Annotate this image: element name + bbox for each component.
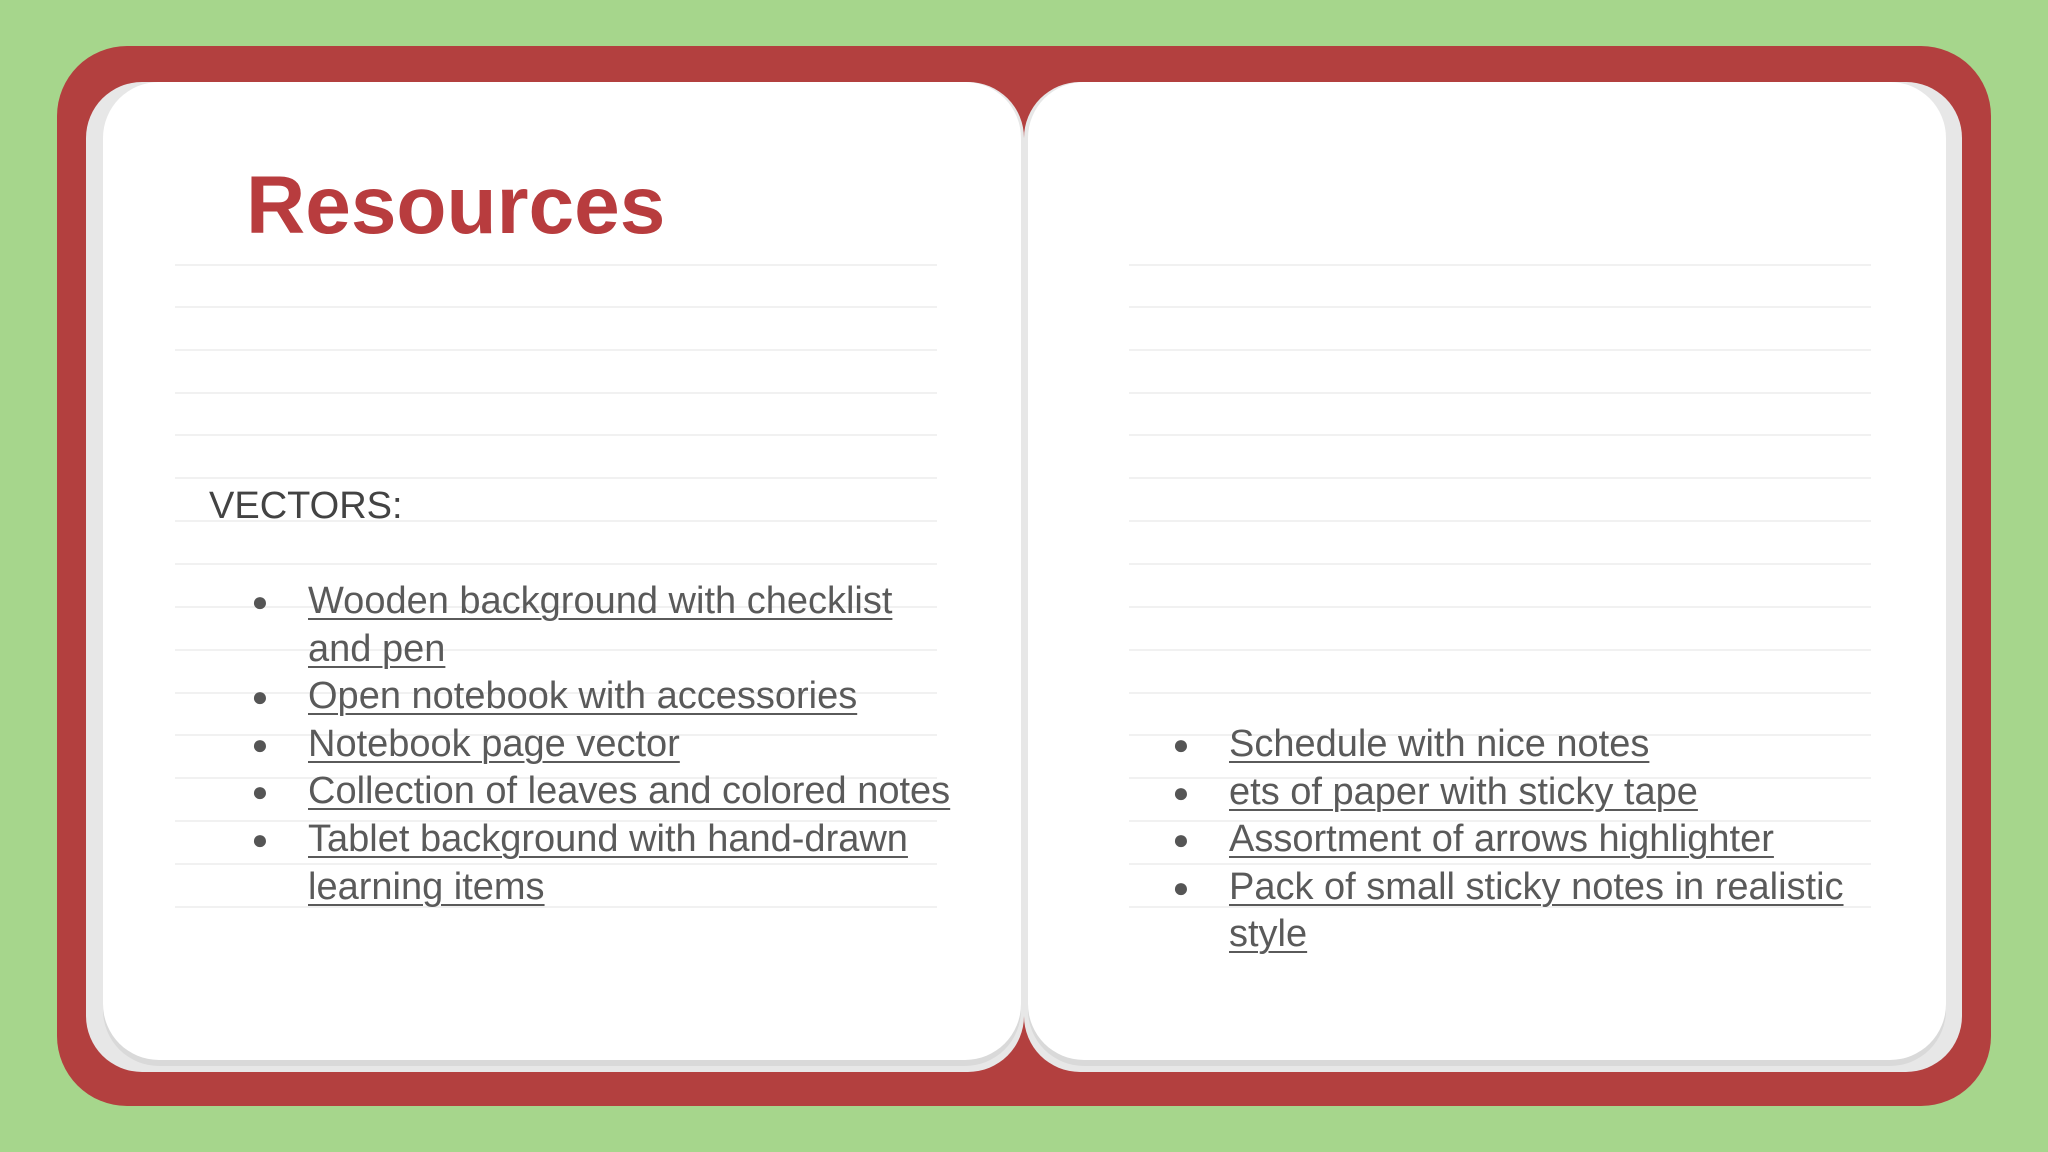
resource-link[interactable]: Assortment of arrows highlighter xyxy=(1229,818,1774,861)
left-link-list xyxy=(240,578,960,911)
ruled-line xyxy=(1129,520,1871,522)
resource-link[interactable]: ets of paper with sticky tape xyxy=(1229,770,1698,813)
bullet-icon: ● xyxy=(1172,729,1190,760)
bullet-icon: ● xyxy=(251,776,269,808)
resource-link[interactable]: Collection of leaves and colored notes xyxy=(308,770,951,813)
list-item xyxy=(1161,864,1891,959)
bullet-icon: ● xyxy=(1172,871,1190,903)
ruled-line xyxy=(1129,606,1871,608)
ruled-line xyxy=(1129,349,1871,351)
list-item xyxy=(240,673,960,721)
list-item xyxy=(240,768,960,816)
ruled-line xyxy=(175,434,937,436)
ruled-line xyxy=(175,477,937,479)
ruled-line xyxy=(175,563,937,565)
resource-link[interactable]: Tablet background with hand-drawn learning items xyxy=(308,817,908,908)
list-item xyxy=(240,721,960,769)
list-item xyxy=(1161,769,1891,817)
resource-link[interactable]: Pack of small sticky notes in realistic style xyxy=(1229,865,1844,956)
section-heading: VECTORS: xyxy=(209,485,403,527)
resource-link[interactable]: Open notebook with accessories xyxy=(308,675,858,718)
ruled-line xyxy=(175,349,937,351)
ruled-line xyxy=(175,392,937,394)
resource-link[interactable]: Schedule with nice notes xyxy=(1229,723,1650,765)
ruled-line xyxy=(1129,392,1871,394)
ruled-line xyxy=(175,264,937,266)
ruled-line xyxy=(1129,264,1871,266)
ruled-line xyxy=(1129,563,1871,565)
ruled-line xyxy=(1129,434,1871,436)
resource-link[interactable]: Notebook page vector xyxy=(308,722,680,765)
list-item xyxy=(1161,721,1891,769)
ruled-line xyxy=(1129,692,1871,694)
resource-link[interactable]: Wooden background with checklist and pen xyxy=(308,580,893,670)
list-item xyxy=(1161,816,1891,864)
bullet-icon: ● xyxy=(251,586,269,617)
ruled-line xyxy=(1129,649,1871,651)
bullet-icon: ● xyxy=(251,681,269,713)
ruled-line xyxy=(1129,306,1871,308)
list-item xyxy=(240,816,960,911)
bullet-icon: ● xyxy=(251,728,269,760)
bullet-icon: ● xyxy=(1172,824,1190,856)
ruled-line xyxy=(1129,477,1871,479)
page-title: Resources xyxy=(246,160,666,251)
bullet-icon: ● xyxy=(251,823,269,855)
bullet-icon: ● xyxy=(1172,776,1190,808)
list-item xyxy=(240,578,960,673)
ruled-line xyxy=(175,306,937,308)
right-link-list xyxy=(1161,721,1891,959)
